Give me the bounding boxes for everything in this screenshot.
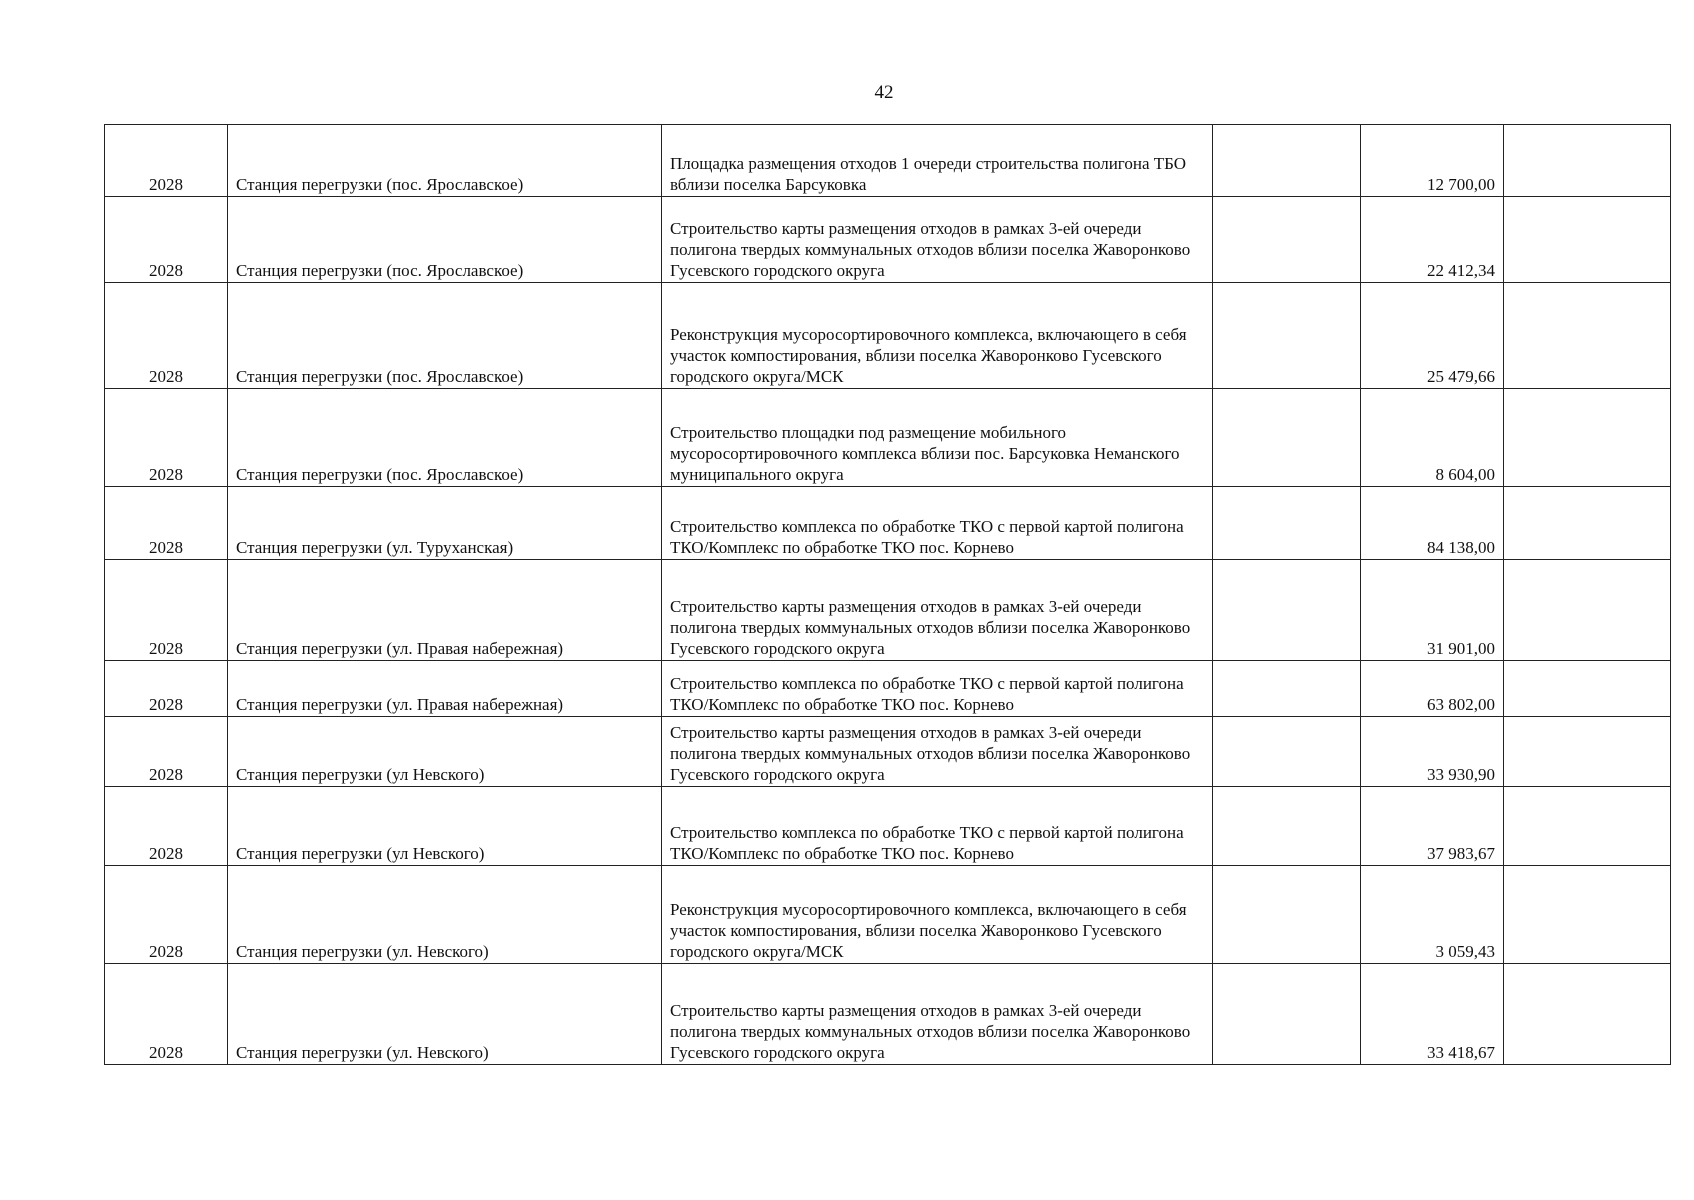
empty-cell [1504,560,1671,661]
investment-table [104,124,1671,1065]
object-cell: Строительство карты размещения отходов в рамках 3-ей очереди полигона твердых коммунальных отходов вблизи поселка Жаворонково Гусевского городского округа [662,197,1213,283]
empty-cell [1504,787,1671,866]
station-cell: Станция перегрузки (пос. Ярославское) [228,389,662,487]
table-row [105,125,1671,197]
year-cell: 2028 [105,717,228,787]
year-cell: 2028 [105,487,228,560]
object-cell: Строительство карты размещения отходов в рамках 3-ей очереди полигона твердых коммунальных отходов вблизи поселка Жаворонково Гусевского городского округа [662,560,1213,661]
table-row [105,283,1671,389]
page-number: 42 [874,82,894,103]
station-cell: Станция перегрузки (пос. Ярославское) [228,197,662,283]
empty-cell [1213,964,1361,1065]
amount-cell: 25 479,66 [1361,283,1504,389]
station-cell: Станция перегрузки (ул Невского) [228,787,662,866]
empty-cell [1213,661,1361,717]
empty-cell [1504,866,1671,964]
year-cell: 2028 [105,197,228,283]
empty-cell [1504,125,1671,197]
empty-cell [1504,661,1671,717]
amount-cell: 12 700,00 [1361,125,1504,197]
empty-cell [1213,283,1361,389]
year-cell: 2028 [105,866,228,964]
table-row [105,197,1671,283]
year-cell: 2028 [105,661,228,717]
table-row [105,487,1671,560]
amount-cell: 84 138,00 [1361,487,1504,560]
empty-cell [1213,866,1361,964]
station-cell: Станция перегрузки (ул. Туруханская) [228,487,662,560]
table-row [105,787,1671,866]
amount-cell: 33 418,67 [1361,964,1504,1065]
amount-cell: 63 802,00 [1361,661,1504,717]
year-cell: 2028 [105,283,228,389]
year-cell: 2028 [105,125,228,197]
empty-cell [1213,787,1361,866]
year-cell: 2028 [105,964,228,1065]
object-cell: Строительство комплекса по обработке ТКО с первой картой полигона ТКО/Комплекс по обработке ТКО пос. Корнево [662,487,1213,560]
amount-cell: 3 059,43 [1361,866,1504,964]
object-cell: Реконструкция мусоросортировочного комплекса, включающего в себя участок компостирования, вблизи поселка Жаворонково Гусевского городского округа/МСК [662,866,1213,964]
empty-cell [1504,487,1671,560]
empty-cell [1504,717,1671,787]
empty-cell [1504,964,1671,1065]
year-cell: 2028 [105,389,228,487]
object-cell: Строительство карты размещения отходов в рамках 3-ей очереди полигона твердых коммунальных отходов вблизи поселка Жаворонково Гусевского городского округа [662,717,1213,787]
empty-cell [1213,197,1361,283]
empty-cell [1504,197,1671,283]
station-cell: Станция перегрузки (пос. Ярославское) [228,125,662,197]
table-row [105,560,1671,661]
table-row [105,866,1671,964]
amount-cell: 22 412,34 [1361,197,1504,283]
station-cell: Станция перегрузки (ул. Невского) [228,964,662,1065]
empty-cell [1504,389,1671,487]
amount-cell: 31 901,00 [1361,560,1504,661]
station-cell: Станция перегрузки (ул. Невского) [228,866,662,964]
amount-cell: 33 930,90 [1361,717,1504,787]
object-cell: Реконструкция мусоросортировочного комплекса, включающего в себя участок компостирования, вблизи поселка Жаворонково Гусевского городского округа/МСК [662,283,1213,389]
table-row [105,964,1671,1065]
empty-cell [1213,717,1361,787]
year-cell: 2028 [105,560,228,661]
empty-cell [1504,283,1671,389]
station-cell: Станция перегрузки (пос. Ярославское) [228,283,662,389]
object-cell: Строительство площадки под размещение мобильного мусоросортировочного комплекса вблизи пос. Барсуковка Неманского муниципального округа [662,389,1213,487]
empty-cell [1213,560,1361,661]
amount-cell: 8 604,00 [1361,389,1504,487]
empty-cell [1213,389,1361,487]
year-cell: 2028 [105,787,228,866]
object-cell: Строительство комплекса по обработке ТКО с первой картой полигона ТКО/Комплекс по обработке ТКО пос. Корнево [662,661,1213,717]
station-cell: Станция перегрузки (ул. Правая набережная) [228,560,662,661]
amount-cell: 37 983,67 [1361,787,1504,866]
station-cell: Станция перегрузки (ул. Правая набережная) [228,661,662,717]
table-row [105,717,1671,787]
empty-cell [1213,125,1361,197]
object-cell: Строительство карты размещения отходов в рамках 3-ей очереди полигона твердых коммунальных отходов вблизи поселка Жаворонково Гусевского городского округа [662,964,1213,1065]
table-row [105,661,1671,717]
object-cell: Строительство комплекса по обработке ТКО с первой картой полигона ТКО/Комплекс по обработке ТКО пос. Корнево [662,787,1213,866]
table-row [105,389,1671,487]
station-cell: Станция перегрузки (ул Невского) [228,717,662,787]
empty-cell [1213,487,1361,560]
object-cell: Площадка размещения отходов 1 очереди строительства полигона ТБО вблизи поселка Барсуковка [662,125,1213,197]
